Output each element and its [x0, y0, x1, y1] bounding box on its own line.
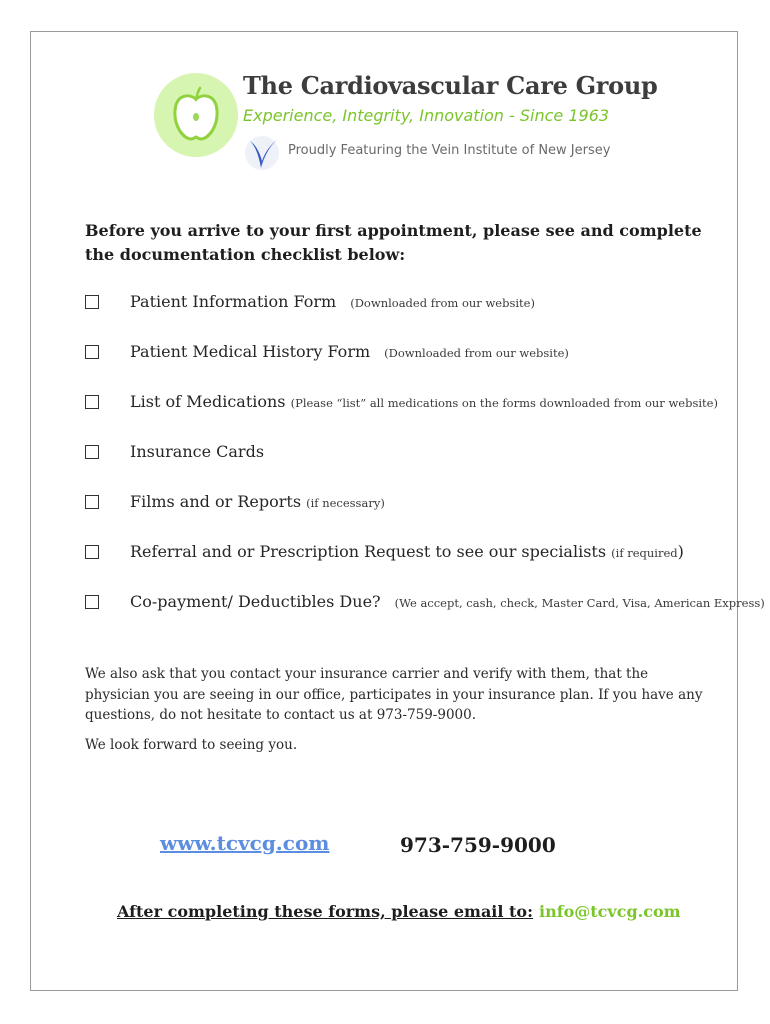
checkbox[interactable]: [85, 295, 99, 309]
phone-number: 973-759-9000: [400, 833, 556, 857]
checklist-item-label: Films and or Reports: [130, 492, 302, 511]
org-name: The Cardiovascular Care Group: [243, 71, 658, 100]
checkbox[interactable]: [85, 495, 99, 509]
checklist-item-note: (if required: [611, 546, 678, 560]
checkbox[interactable]: [85, 445, 99, 459]
checkbox[interactable]: [85, 545, 99, 559]
checklist-item-label: Referral and or Prescription Request to see our specialists: [130, 542, 607, 561]
checkbox[interactable]: [85, 595, 99, 609]
checkbox[interactable]: [85, 345, 99, 359]
checklist-item-note: (Downloaded from our website): [350, 296, 535, 310]
checklist-item-note: (We accept, cash, check, Master Card, Visa, American Express): [394, 596, 765, 610]
checklist-item-label: Patient Medical History Form: [130, 342, 371, 361]
checklist-item-label: Patient Information Form: [130, 292, 337, 311]
checklist-item-suffix: ): [677, 542, 684, 561]
closing-text: We look forward to seeing you.: [85, 737, 298, 753]
vein-institute-logo-icon: [244, 135, 282, 171]
checklist-item-label: List of Medications: [130, 392, 286, 411]
vein-institute-text: Proudly Featuring the Vein Institute of New Jersey: [288, 143, 611, 158]
checklist-item-note: (if necessary): [306, 496, 385, 510]
email-instruction: [117, 902, 681, 921]
checklist-item-label: Insurance Cards: [130, 442, 265, 461]
checkbox[interactable]: [85, 395, 99, 409]
intro-heading: Before you arrive to your first appointment, please see and complete the documentation checklist below:: [85, 221, 702, 264]
email-link[interactable]: info@tcvcg.com: [539, 902, 681, 921]
checklist-item-note: (Downloaded from our website): [384, 346, 569, 360]
tagline: Experience, Integrity, Innovation - Since 1963: [243, 106, 610, 125]
checklist-item-note: (Please “list” all medications on the forms downloaded from our website): [290, 396, 718, 410]
website-link[interactable]: www.tcvcg.com: [160, 831, 330, 855]
checklist-item-label: Co-payment/ Deductibles Due?: [130, 592, 381, 611]
page-border: [30, 31, 738, 991]
email-label: After completing these forms, please email to:: [117, 902, 533, 921]
apple-logo-icon: [154, 73, 238, 157]
insurance-paragraph: We also ask that you contact your insurance carrier and verify with them, that the physician you are seeing in our office, participates in your insurance plan. If you have any questions, do not hesitate to contact us at 973-759-9000.: [85, 666, 703, 723]
